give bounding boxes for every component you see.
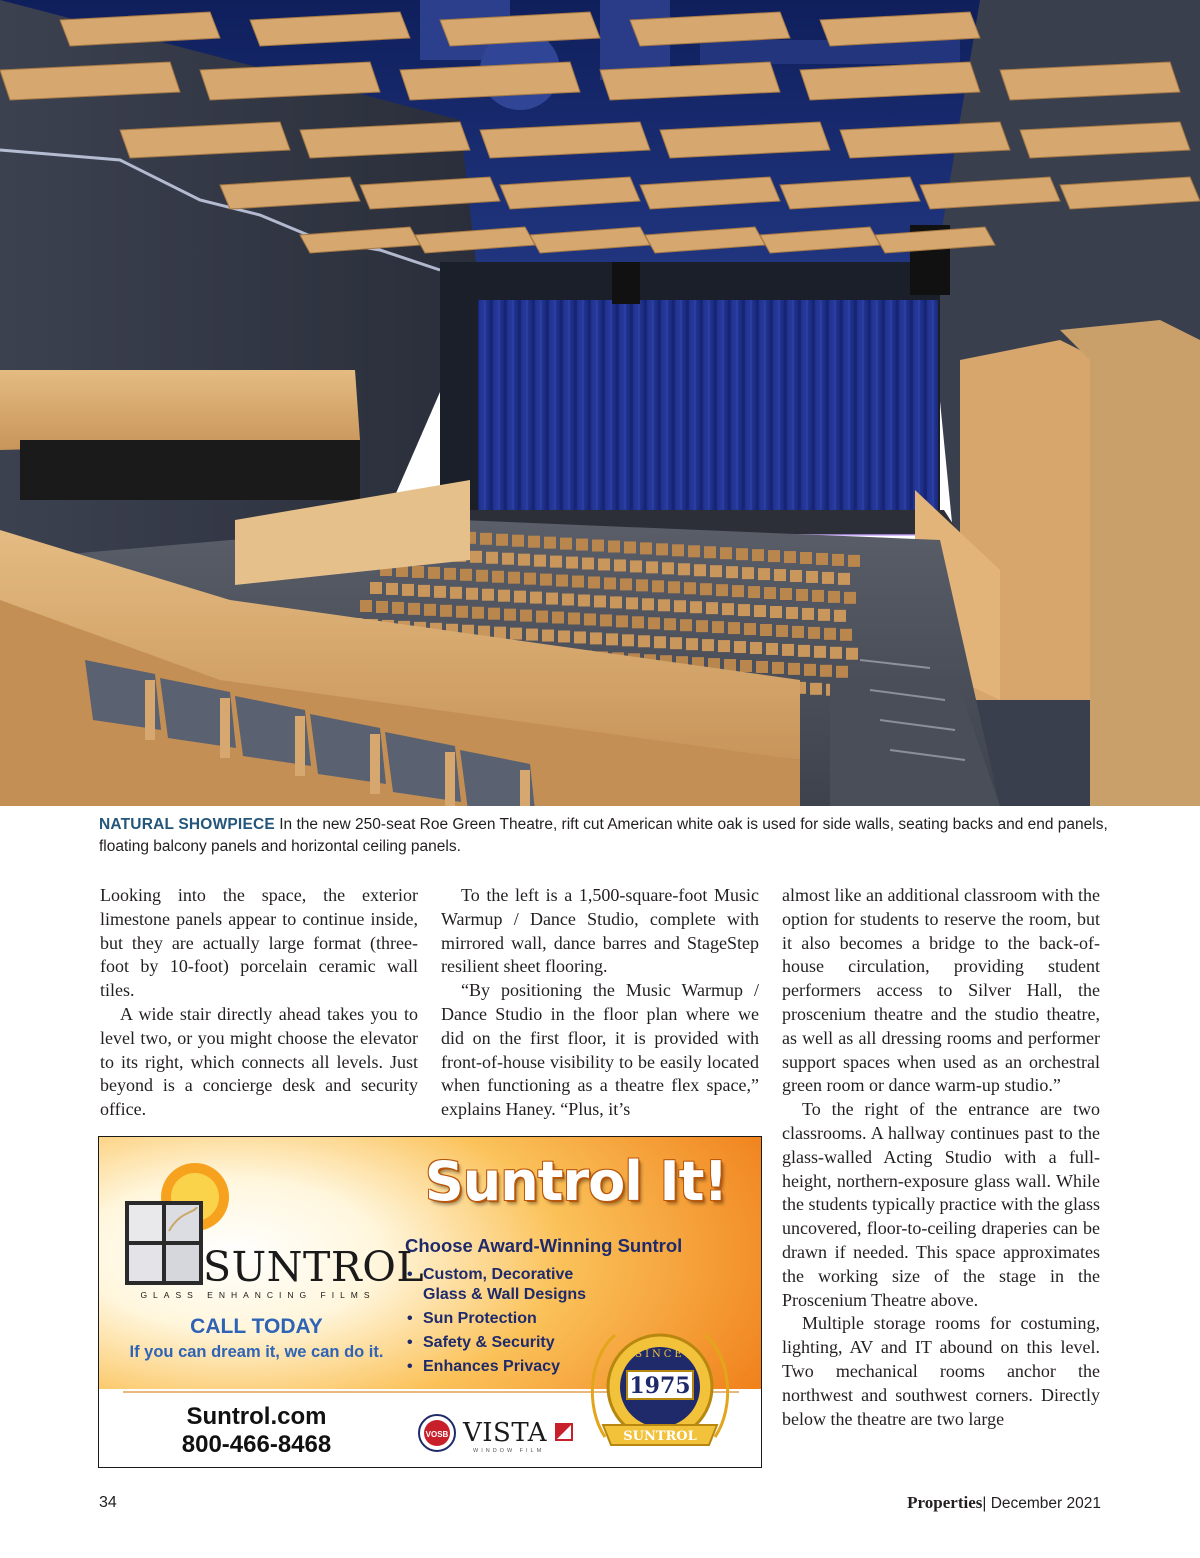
paragraph: To the right of the entrance are two classrooms. A hallway continues past to the glass-walled Acting Studio with a full-height, northern-exposure glass wall. While the students typically practice with the glass uncovered, floor-to-ceiling draperies can be drawn if needed. This space approximates the working size of the stage in the Proscenium Theatre above.: [782, 1099, 1100, 1310]
seal-brand: SUNTROL: [623, 1429, 697, 1444]
theatre-seat: [510, 628, 522, 640]
theatre-seat: [584, 613, 596, 625]
theatre-seat: [834, 610, 846, 622]
theatre-seat: [526, 629, 538, 641]
theatre-seat: [782, 644, 794, 656]
theatre-seat: [704, 546, 716, 558]
theatre-seat: [652, 580, 664, 592]
theatre-seat: [772, 662, 784, 674]
seat-armrest: [220, 698, 230, 758]
theatre-seat: [830, 647, 842, 659]
theatre-seat: [670, 637, 682, 649]
theatre-seat: [840, 629, 852, 641]
ad-phone-number[interactable]: 800-466-8468: [181, 1431, 332, 1458]
theatre-seat: [718, 640, 730, 652]
theatre-seat: [392, 602, 404, 614]
theatre-seat: [552, 612, 564, 624]
theatre-seat: [598, 558, 610, 570]
theatre-seat: [492, 571, 504, 583]
caption-text: In the new 250-seat Roe Green Theatre, rift cut American white oak is used for side walls, seating backs and end panels, floating balcony panels and horizontal ceiling panels.: [99, 816, 1108, 855]
theatre-seat: [520, 610, 532, 622]
theatre-seat: [444, 568, 456, 580]
article-column-1: [100, 884, 418, 1122]
theatre-seat: [760, 624, 772, 636]
theatre-seat: [544, 537, 556, 549]
theatre-seat: [838, 573, 850, 585]
theatre-seat: [848, 555, 860, 567]
theatre-seat: [370, 582, 382, 594]
theatre-seat: [488, 608, 500, 620]
theatre-seat: [688, 545, 700, 557]
theatre-seat: [514, 591, 526, 603]
seat-armrest: [145, 680, 155, 740]
theatre-seat: [780, 588, 792, 600]
theatre-seat: [470, 551, 482, 563]
theatre-seat: [530, 592, 542, 604]
theatre-seat: [386, 583, 398, 595]
theatre-seat: [620, 578, 632, 590]
theatre-seat: [482, 589, 494, 601]
theatre-seat: [722, 603, 734, 615]
theatre-seat: [518, 554, 530, 566]
theatre-seat: [756, 661, 768, 673]
theatre-seat: [536, 611, 548, 623]
theatre-seat: [646, 561, 658, 573]
theatre-seat: [604, 577, 616, 589]
theatre-seat: [678, 563, 690, 575]
footer-separator: |: [982, 1495, 987, 1512]
theatre-seat: [480, 533, 492, 545]
theatre-seat: [812, 590, 824, 602]
theatre-seat: [738, 604, 750, 616]
seal-year: 1975: [629, 1373, 691, 1399]
vista-mark-icon: [555, 1423, 573, 1441]
ad-call-today: CALL TODAY: [190, 1315, 323, 1338]
theatre-seat: [736, 548, 748, 560]
since-1975-seal-icon: [585, 1317, 735, 1462]
theatre-seat: [466, 588, 478, 600]
theatre-seat: [686, 638, 698, 650]
vista-subtext: WINDOW FILM: [473, 1448, 545, 1454]
theatre-seat: [624, 541, 636, 553]
theatre-seat: [696, 620, 708, 632]
photo-caption: [99, 814, 1109, 858]
theatre-seat: [418, 585, 430, 597]
theatre-seat: [804, 664, 816, 676]
theatre-seat: [434, 586, 446, 598]
theatre-seat: [822, 572, 834, 584]
theatre-seat: [810, 683, 822, 695]
list-item: • Sun Protection: [407, 1309, 617, 1329]
theatre-seat: [754, 605, 766, 617]
theatre-seat: [524, 573, 536, 585]
theatre-seat: [632, 616, 644, 628]
theatre-seat: [590, 632, 602, 644]
theatre-seat: [710, 565, 722, 577]
paragraph: almost like an additional classroom with the option for students to reserve the room, but it also becomes a bridge to the back-of-house circulation, providing student performers access to Silver Hall, the proscenium theatre and the studio theatre, as well as all dressing rooms and performer support spaces when used as an orchestral green room or dance warm-up studio.”: [782, 885, 1100, 1096]
theatre-seat: [684, 582, 696, 594]
theatre-seat: [674, 600, 686, 612]
theatre-seat: [540, 574, 552, 586]
theatre-seat: [638, 635, 650, 647]
seal-since-label: SINCE: [635, 1349, 685, 1360]
theatre-seat: [752, 549, 764, 561]
theatre-seat: [556, 575, 568, 587]
suntrol-advertisement[interactable]: [98, 1136, 762, 1468]
seat-armrest: [370, 734, 380, 794]
theatre-seat: [582, 558, 594, 570]
theatre-seat: [836, 666, 848, 678]
theatre-seat: [622, 634, 634, 646]
theatre-seat: [802, 608, 814, 620]
theatre-seat: [502, 553, 514, 565]
theatre-seat: [728, 622, 740, 634]
publication-name: Properties: [907, 1493, 983, 1512]
theatre-seat: [798, 645, 810, 657]
theatre-seat: [476, 570, 488, 582]
page-number: 34: [99, 1494, 117, 1511]
theatre-seat: [654, 636, 666, 648]
vosb-badge-icon: [415, 1411, 459, 1455]
theatre-seat: [542, 630, 554, 642]
theatre-seat: [600, 614, 612, 626]
theatre-seat: [706, 602, 718, 614]
theatre-seat: [770, 606, 782, 618]
theatre-seat: [726, 566, 738, 578]
caption-heading: NATURAL SHOWPIECE: [99, 816, 275, 833]
theatre-seat: [610, 596, 622, 608]
theatre-seat: [588, 576, 600, 588]
theatre-seat: [508, 572, 520, 584]
ad-headline: Suntrol It!: [424, 1150, 728, 1213]
theatre-seat: [690, 601, 702, 613]
theatre-seat: [816, 553, 828, 565]
theatre-seat: [668, 581, 680, 593]
theatre-seat: [744, 623, 756, 635]
issue-date: December 2021: [986, 1495, 1101, 1512]
theatre-seat: [828, 591, 840, 603]
ad-slogan: If you can dream it, we can do it.: [129, 1343, 384, 1361]
suntrol-logo-wordmark: SUNTROL: [203, 1243, 425, 1291]
theatre-seat: [702, 639, 714, 651]
theatre-seat: [764, 587, 776, 599]
ad-subhead: Choose Award-Winning Suntrol: [405, 1235, 683, 1256]
theatre-seat: [700, 583, 712, 595]
paragraph: Looking into the space, the exterior limestone panels appear to continue inside, but they are actually large format (three-foot by 10-foot) porcelain ceramic wall tiles.: [100, 885, 418, 1001]
theatre-seat: [786, 607, 798, 619]
theatre-seat: [672, 544, 684, 556]
theatre-seat: [450, 587, 462, 599]
theatre-seat: [512, 535, 524, 547]
article-column-2: [441, 884, 759, 1122]
theatre-seat: [818, 609, 830, 621]
theatre-seat: [550, 556, 562, 568]
theatre-seat: [664, 618, 676, 630]
seat-armrest: [520, 770, 530, 806]
theatre-seat: [824, 628, 836, 640]
footer-publication: [907, 1493, 1101, 1513]
theatre-seat: [534, 555, 546, 567]
theatre-seat: [820, 665, 832, 677]
theatre-seat: [504, 609, 516, 621]
article-column-3: [782, 884, 1100, 1431]
theatre-seat: [560, 538, 572, 550]
theatre-seat: [734, 641, 746, 653]
theatre-seat: [844, 592, 856, 604]
paragraph: A wide stair directly ahead takes you to level two, or you might choose the elevator to its right, which connects all levels. Just beyond is a concierge desk and security office.: [100, 1003, 418, 1120]
theatre-seat: [750, 642, 762, 654]
theatre-seat: [640, 542, 652, 554]
theatre-seat: [486, 552, 498, 564]
vista-logo-wordmark: VISTA: [463, 1418, 548, 1448]
theatre-seat: [562, 594, 574, 606]
theatre-seat: [636, 579, 648, 591]
theatre-seat: [716, 584, 728, 596]
theatre-seat: [776, 625, 788, 637]
seat-armrest: [445, 752, 455, 806]
theatre-seat: [748, 586, 760, 598]
seat-armrest: [295, 716, 305, 776]
list-item: • Custom, Decorative Glass & Wall Designs: [407, 1265, 617, 1305]
theatre-seat: [642, 598, 654, 610]
theatre-seat: [658, 599, 670, 611]
paragraph: To the left is a 1,500-square-foot Music Warmup / Dance Studio, complete with mirrored wall, dance barres and StageStep resilient sheet flooring.: [441, 885, 759, 977]
theatre-seat: [800, 552, 812, 564]
theatre-seat: [662, 562, 674, 574]
theatre-seat: [774, 569, 786, 581]
theatre-seat: [630, 560, 642, 572]
list-item: • Enhances Privacy: [407, 1357, 617, 1377]
theatre-seat: [832, 554, 844, 566]
theatre-seat: [742, 567, 754, 579]
ad-website-link[interactable]: Suntrol.com: [186, 1403, 327, 1430]
theatre-seat: [626, 597, 638, 609]
theatre-seat: [784, 551, 796, 563]
theatre-seat: [808, 627, 820, 639]
theatre-seat: [568, 612, 580, 624]
theatre-seat: [740, 660, 752, 672]
theatre-seat: [496, 534, 508, 546]
theatre-seat: [712, 621, 724, 633]
theatre-seat: [494, 627, 506, 639]
vosb-label: VOSB: [425, 1430, 449, 1439]
theatre-seat: [402, 584, 414, 596]
list-item: • Safety & Security: [407, 1333, 617, 1353]
suntrol-tagline: GLASS ENHANCING FILMS: [140, 1290, 376, 1300]
theatre-seat: [768, 550, 780, 562]
theatre-seat: [648, 617, 660, 629]
theatre-seat: [796, 589, 808, 601]
theatre-seat: [694, 564, 706, 576]
theatre-seat: [440, 605, 452, 617]
theatre-seat: [558, 630, 570, 642]
theatre-seat: [608, 540, 620, 552]
theatre-seat: [576, 539, 588, 551]
theatre-seat: [788, 663, 800, 675]
theatre-seat: [574, 631, 586, 643]
theatre-seat: [846, 648, 858, 660]
theatre-seat: [614, 559, 626, 571]
theatre-seat: [790, 570, 802, 582]
theatre-seat: [594, 595, 606, 607]
theatre-seat: [528, 536, 540, 548]
theatre-seat: [412, 566, 424, 578]
theatre-seat: [546, 593, 558, 605]
theatre-seat: [408, 603, 420, 615]
theatre-seat: [460, 569, 472, 581]
paragraph: “By positioning the Music Warmup / Dance Studio in the floor plan where we did on the first floor, it is provided with front-of-house visibility to be easily located when functioning as a theatre flex space,” explains Haney. “Plus, it’s: [441, 980, 759, 1120]
theatre-seat: [616, 615, 628, 627]
theatre-seat: [498, 590, 510, 602]
theatre-seat: [424, 604, 436, 616]
theatre-seat: [606, 633, 618, 645]
theatre-seat: [814, 646, 826, 658]
theatre-seat: [758, 568, 770, 580]
theatre-seat: [456, 606, 468, 618]
theatre-seat: [428, 567, 440, 579]
theatre-seat: [680, 619, 692, 631]
theatre-seat: [376, 601, 388, 613]
theatre-seat: [806, 571, 818, 583]
paragraph: Multiple storage rooms for costuming, lighting, AV and IT abound on this level. Two mechanical rooms anchor the northwest and southwest corners. Directly below the theatre are two large: [782, 1313, 1100, 1429]
theatre-seat: [572, 576, 584, 588]
theatre-seat: [792, 626, 804, 638]
theatre-seat: [766, 643, 778, 655]
theatre-seat: [592, 540, 604, 552]
theatre-seat: [360, 600, 372, 612]
theatre-seat: [720, 547, 732, 559]
theatre-seat: [656, 543, 668, 555]
theatre-seat: [724, 659, 736, 671]
theatre-seat: [578, 594, 590, 606]
theatre-seat: [566, 557, 578, 569]
theatre-seat: [732, 585, 744, 597]
theatre-seat: [472, 607, 484, 619]
